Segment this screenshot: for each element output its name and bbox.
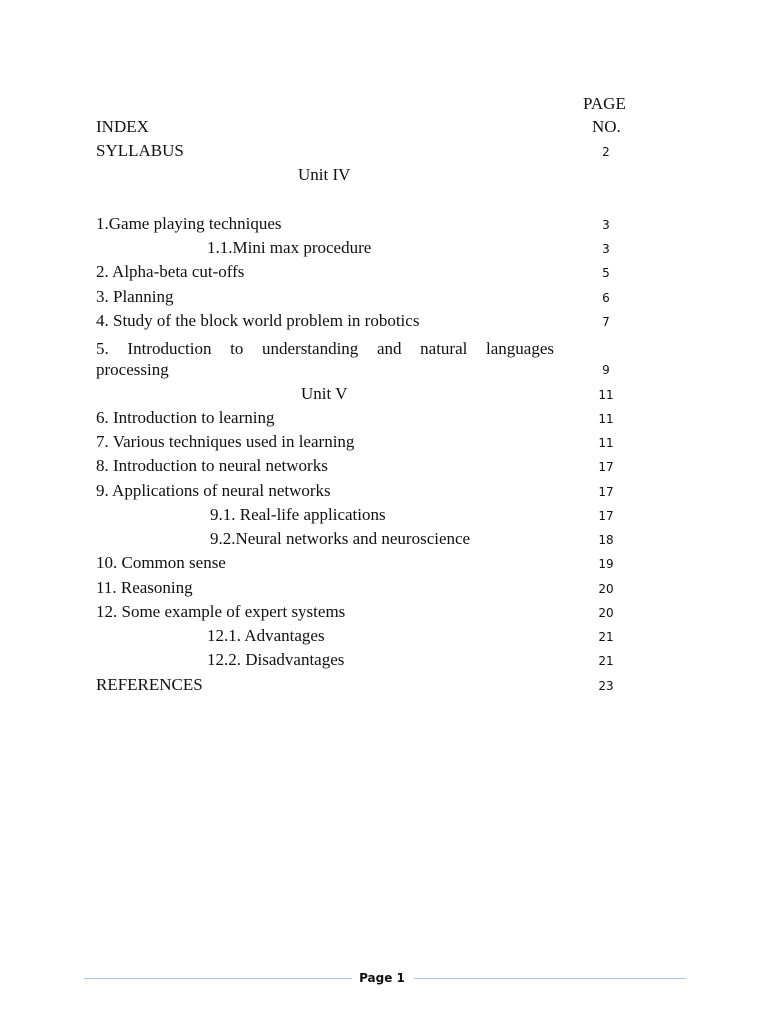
toc-entry-text: 10. Common sense — [96, 553, 226, 572]
index-heading: INDEX — [96, 117, 149, 136]
toc-entry-text: 7. Various techniques used in learning — [96, 432, 355, 451]
toc-entry-page: 3 — [602, 218, 610, 232]
toc-entry-text: 9.2.Neural networks and neuroscience — [210, 529, 471, 548]
toc-entry-text: 6. Introduction to learning — [96, 408, 275, 427]
toc-entry-text: 11. Reasoning — [96, 578, 193, 597]
toc-entry-text: 12. Some example of expert systems — [96, 602, 346, 621]
toc-entry-page: 11 — [598, 436, 614, 450]
footer-page-number: Page 1 — [359, 971, 405, 985]
toc-entry-text: 3. Planning — [96, 287, 174, 306]
syllabus-label: SYLLABUS — [96, 141, 184, 160]
toc-entry-page: 18 — [598, 533, 614, 547]
toc-entry-page: 11 — [598, 388, 614, 402]
toc-entry-text: REFERENCES — [96, 675, 203, 694]
toc-entry-page: 20 — [598, 606, 614, 620]
toc-entry-page: 7 — [602, 315, 610, 329]
toc-entry-text: 1.Game playing techniques — [96, 214, 282, 233]
page-column-heading-line1: PAGE — [583, 94, 626, 113]
toc-entry-page: 21 — [598, 654, 614, 668]
toc-entry-page: 20 — [598, 582, 614, 596]
toc-entry-page: 11 — [598, 412, 614, 426]
toc-entry-page: 23 — [598, 679, 614, 693]
footer-rule-right — [414, 978, 686, 979]
toc-entry-page: 6 — [602, 291, 610, 305]
toc-entry-text: 12.1. Advantages — [207, 626, 325, 645]
toc-entry-text: 1.1.Mini max procedure — [207, 238, 372, 257]
toc-entry-page: 21 — [598, 630, 614, 644]
unit-iv-heading: Unit IV — [298, 165, 351, 184]
toc-entry-text: 4. Study of the block world problem in robotics — [96, 311, 420, 330]
toc-entry-page: 5 — [602, 266, 610, 280]
toc-entry-page: 17 — [598, 485, 614, 499]
toc-entry-text: 8. Introduction to neural networks — [96, 456, 328, 475]
toc-entry-text: 12.2. Disadvantages — [207, 650, 345, 669]
toc-entry-text-multiline — [96, 338, 554, 380]
syllabus-page-number: 2 — [602, 145, 610, 159]
toc-entry-text: 9.1. Real-life applications — [210, 505, 386, 524]
toc-entry-page: 9 — [602, 363, 610, 377]
unit-v-heading: Unit V — [301, 384, 348, 403]
toc-entry-text: 9. Applications of neural networks — [96, 481, 331, 500]
toc-entry-page: 17 — [598, 509, 614, 523]
toc-entry-page: 3 — [602, 242, 610, 256]
toc-entry-page: 19 — [598, 557, 614, 571]
toc-entry-page: 17 — [598, 460, 614, 474]
footer-rule-left — [84, 978, 352, 979]
toc-entry-text: 2. Alpha-beta cut-offs — [96, 262, 245, 281]
page-column-heading-line2: NO. — [592, 117, 621, 136]
toc-entry-text-line2: processing — [96, 360, 169, 379]
toc-entry-text-line1: 5. Introduction to understanding and natural languages — [96, 339, 554, 358]
